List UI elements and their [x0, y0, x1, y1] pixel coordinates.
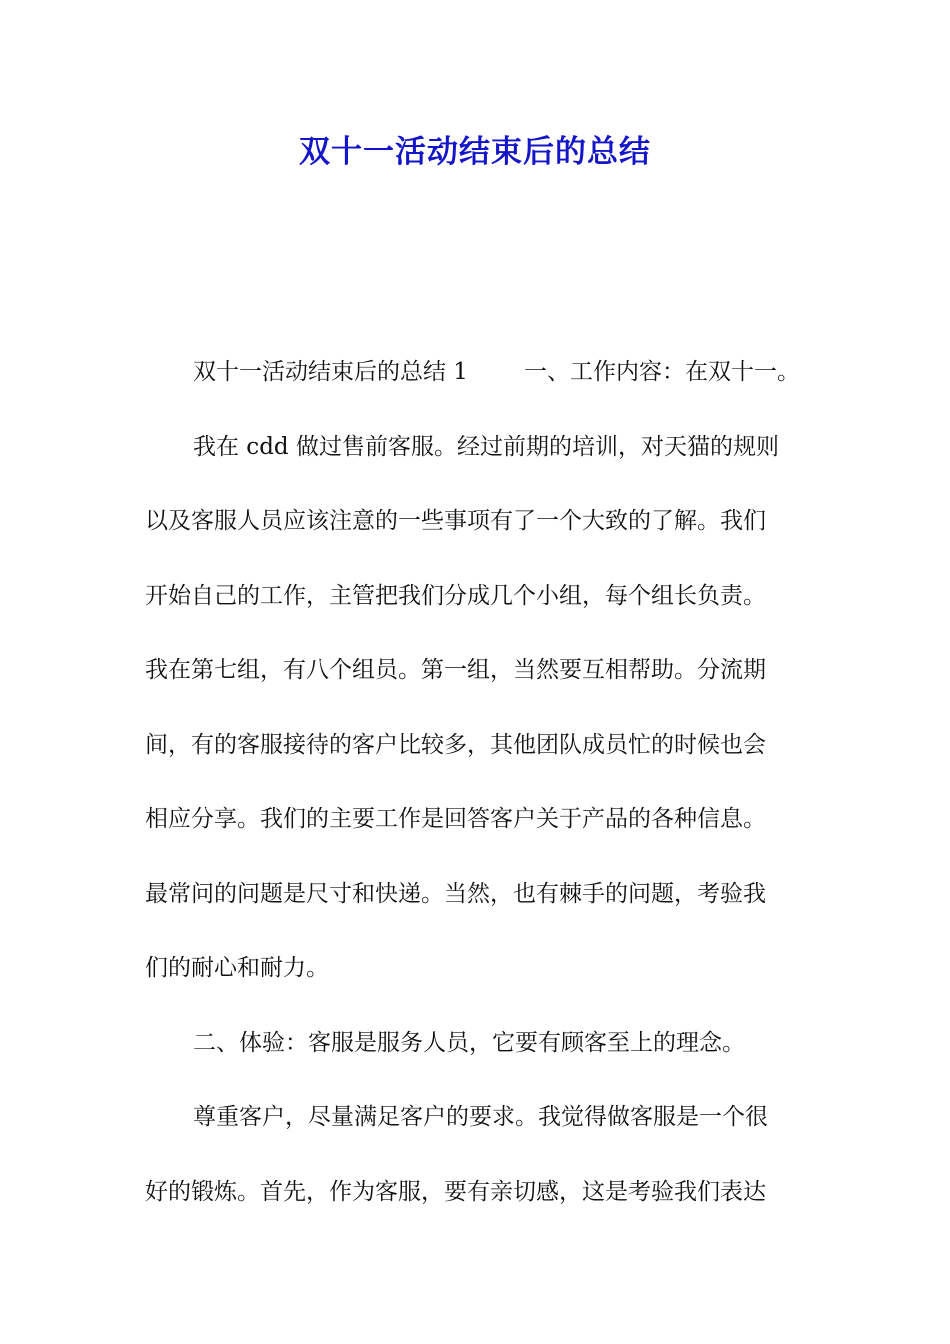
document-title: 双十一活动结束后的总结: [299, 134, 651, 170]
paragraph-line-12: 好的锻炼。首先，作为客服，要有亲切感，这是考验我们表达: [145, 1178, 766, 1205]
paragraph-line-7: 相应分享。我们的主要工作是回答客户关于产品的各种信息。: [145, 806, 766, 832]
document-body: [145, 335, 810, 1229]
paragraph-line-3: 以及客服人员应该注意的一些事项有了一个大致的了解。我们: [145, 508, 766, 534]
paragraph-line-1: [145, 335, 810, 410]
paragraph-line-4: 开始自己的工作，主管把我们分成几个小组，每个组长负责。: [145, 582, 766, 609]
paragraph-line-2: 我在 cdd 做过售前客服。经过前期的培训，对天猫的规则: [193, 433, 779, 460]
paragraph-line-10: 二、体验：客服是服务人员，它要有顾客至上的理念。: [193, 1029, 745, 1056]
paragraph-line-5: 我在第七组，有八个组员。第一组，当然要互相帮助。分流期: [145, 657, 766, 683]
paragraph-line-9: 们的耐心和耐力。: [145, 955, 329, 981]
paragraph-intro: 一、工作内容：在双十一。: [523, 359, 800, 385]
section-heading: 双十一活动结束后的总结 1: [193, 359, 468, 385]
paragraph-line-6: 间，有的客服接待的客户比较多，其他团队成员忙的时候也会: [145, 731, 766, 758]
paragraph-line-8: 最常问的问题是尺寸和快递。当然，也有棘手的问题，考验我: [145, 880, 766, 907]
paragraph-line-11: 尊重客户，尽量满足客户的要求。我觉得做客服是一个很: [193, 1104, 768, 1130]
